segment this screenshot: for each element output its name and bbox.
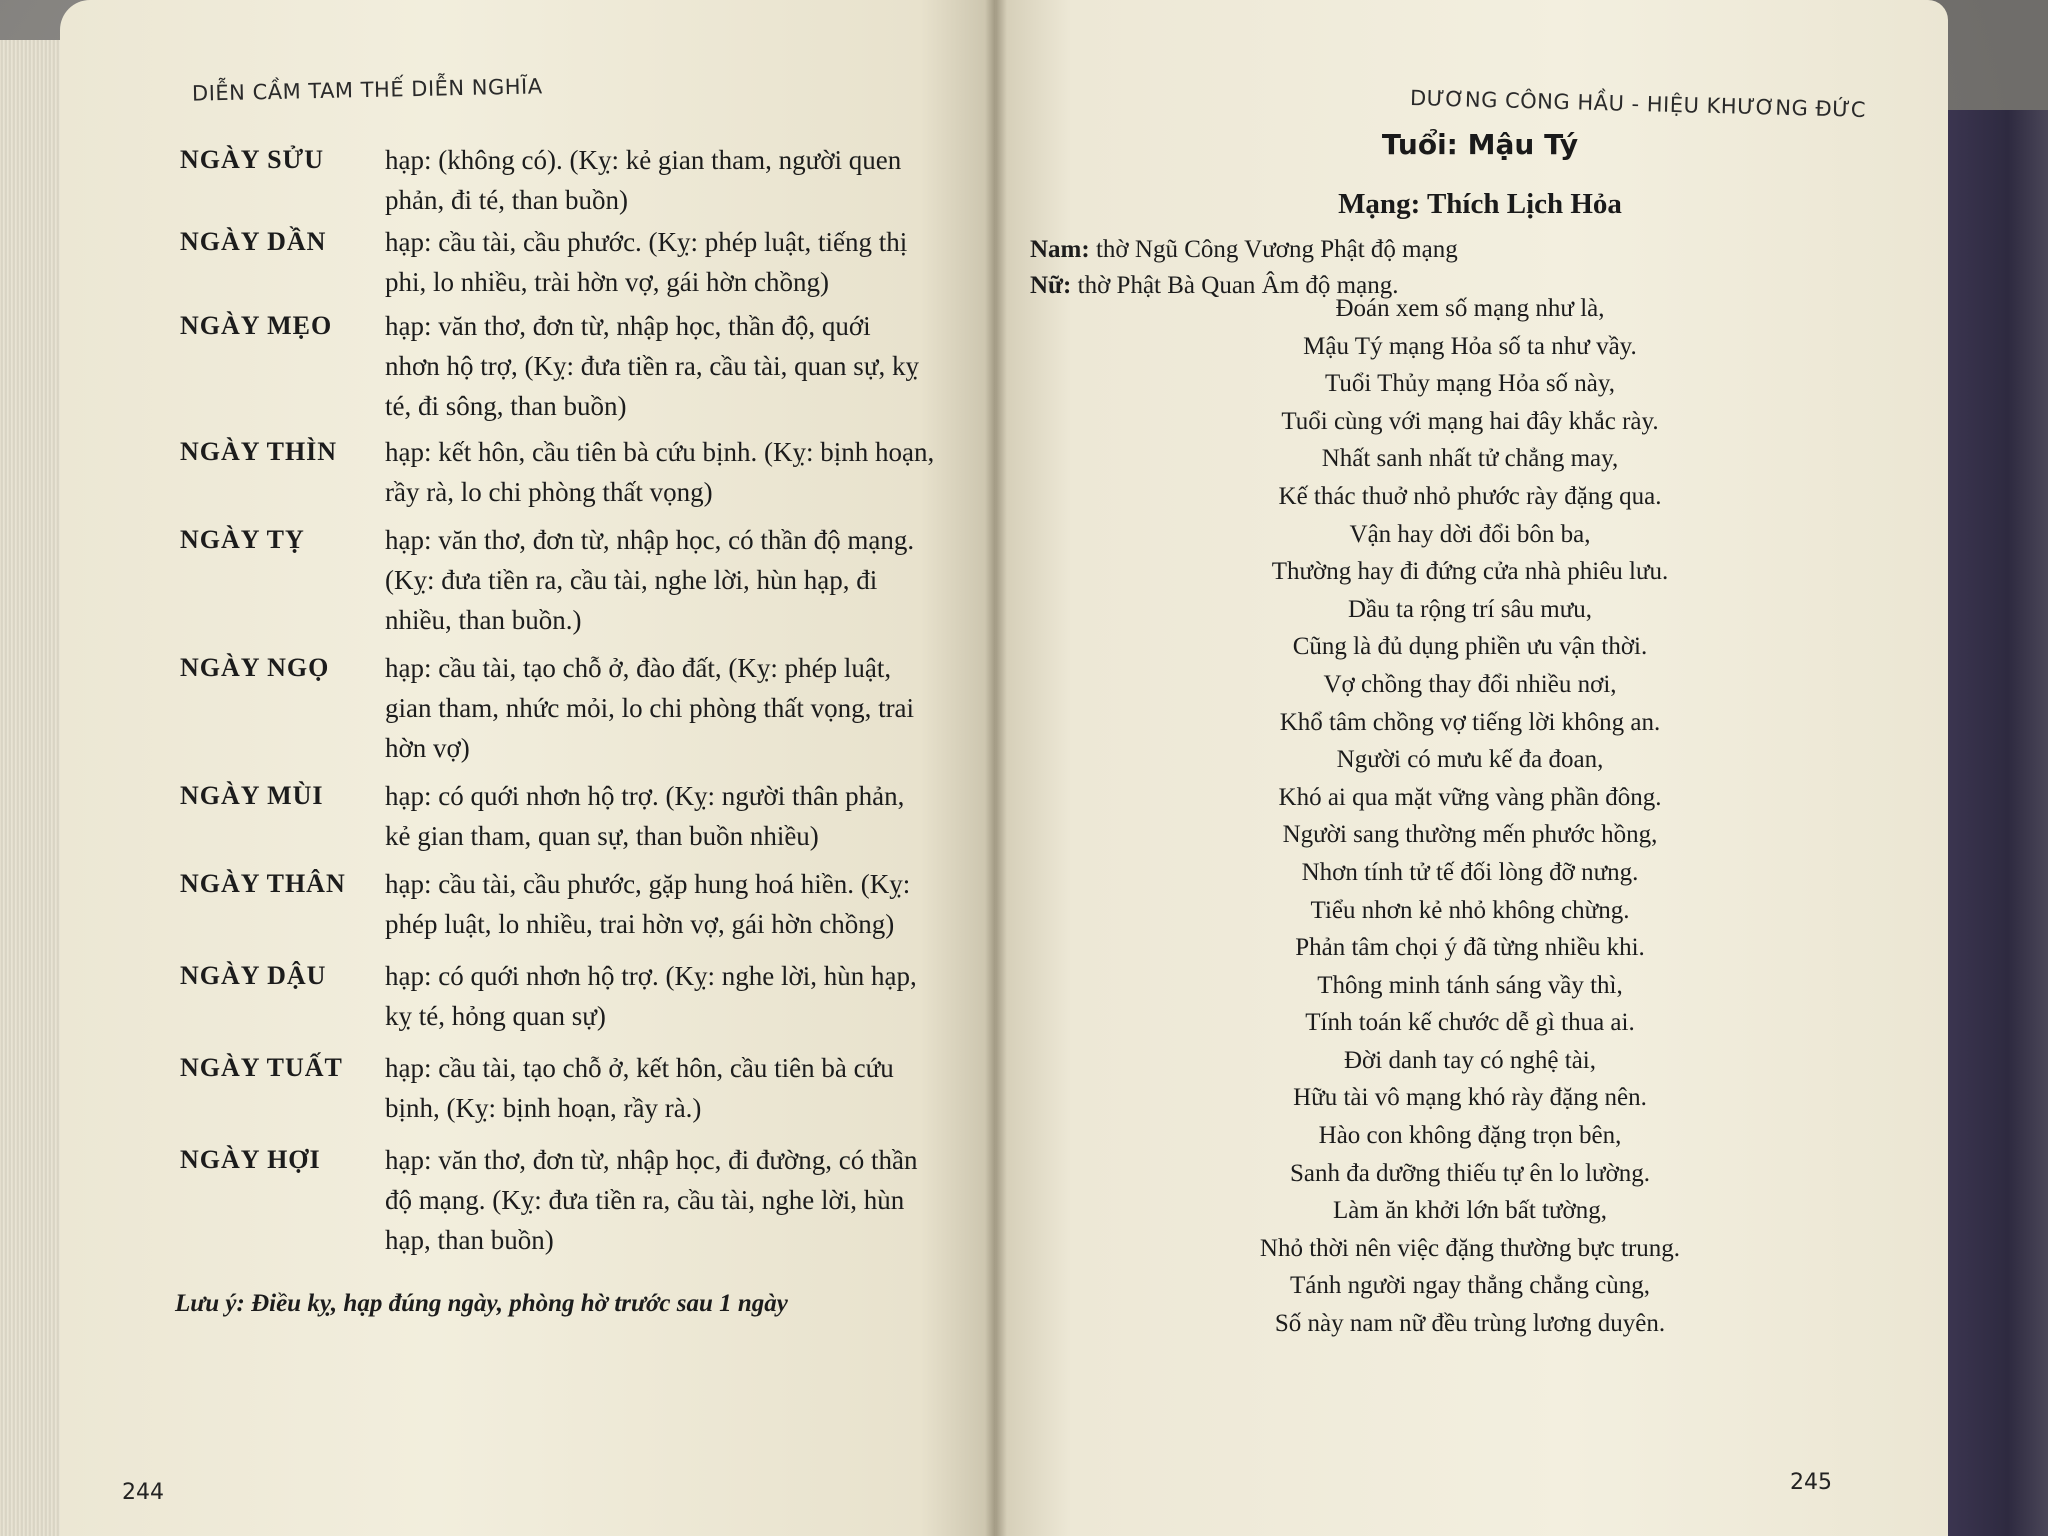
desc-line: phép luật, lo nhiều, trai hờn vợ, gái hờn chồng) — [385, 909, 895, 939]
day-entry-ty — [180, 520, 970, 640]
day-label: NGÀY TUẤT — [180, 1053, 343, 1082]
desc-line: hạp, than buồn) — [385, 1225, 554, 1255]
verse-line: Nhỏ thời nên việc đặng thường bực trung. — [1259, 1234, 1681, 1262]
verse-line: Tính toán kế chước dễ gì thua ai. — [1305, 1009, 1635, 1037]
desc-line: phản, đi té, than buồn) — [385, 185, 628, 215]
text-nam: thờ Ngũ Công Vương Phật độ mạng — [1089, 236, 1458, 263]
verse-line: Khó ai qua mặt vững vàng phần đông. — [1278, 783, 1662, 811]
day-entry-meo — [180, 306, 970, 426]
verse-line: Tiểu nhơn kẻ nhỏ không chừng. — [1310, 896, 1630, 924]
label-nam: Nam: — [1030, 236, 1090, 263]
desc-line: hạp: (không có). (Kỵ: kẻ gian tham, người quen — [385, 145, 902, 175]
desc-line: hạp: văn thơ, đơn từ, nhập học, thần độ, quới — [385, 311, 871, 341]
desc-line: rầy rà, lo chi phòng thất vọng) — [385, 477, 713, 507]
verse-line: Người sang thường mến phước hồng, — [1282, 821, 1658, 849]
desc-line: hờn vợ) — [385, 733, 470, 763]
day-description — [385, 956, 970, 1036]
desc-line: độ mạng. (Kỵ: đưa tiền ra, cầu tài, nghe lời, hùn — [385, 1185, 905, 1215]
verse-line: Nhất sanh nhất tử chẳng may, — [1321, 445, 1619, 473]
desc-line: hạp: cầu tài, cầu phước, gặp hung hoá hiền. (Kỵ: — [385, 869, 911, 899]
desc-line: hạp: có quới nhơn hộ trợ. (Kỵ: người thân phản, — [385, 781, 905, 811]
desc-line: hạp: cầu tài, cầu phước. (Kỵ: phép luật, tiếng thị — [385, 227, 908, 257]
verse-line: Hào con không đặng trọn bên, — [1318, 1122, 1622, 1150]
verse-line: Thông minh tánh sáng vầy thì, — [1317, 971, 1623, 999]
verse-line: Dầu ta rộng trí sâu mưu, — [1347, 595, 1593, 623]
right-running-head: DƯƠNG CÔNG HẦU - HIỆU KHƯƠNG ĐỨC — [1409, 86, 1867, 122]
day-entry-thin — [180, 432, 970, 512]
verse-line: Mậu Tý mạng Hỏa số ta như vầy. — [1303, 332, 1637, 360]
day-description — [385, 140, 970, 220]
poem — [1030, 290, 1910, 1343]
footnote: Lưu ý: Điều kỵ, hạp đúng ngày, phòng hờ trước sau 1 ngày — [175, 1290, 788, 1317]
desc-line: nhiều, than buồn.) — [385, 605, 582, 635]
verse-line: Đoán xem số mạng như là, — [1335, 295, 1605, 322]
day-entry-dau — [180, 956, 970, 1036]
day-label: NGÀY MÙI — [180, 781, 324, 810]
verse-line: Nhơn tính tử tế đối lòng đỡ nưng. — [1301, 858, 1639, 886]
verse-line: Kế thác thuở nhỏ phước rày đặng qua. — [1278, 482, 1662, 510]
desc-line: hạp: có quới nhơn hộ trợ. (Kỵ: nghe lời, hùn hạp, — [385, 961, 917, 991]
left-page-number: 244 — [122, 1480, 164, 1505]
verse-line: Vợ chồng thay đổi nhiều nơi, — [1323, 670, 1617, 698]
day-entry-dan — [180, 222, 970, 302]
day-label: NGÀY THÌN — [180, 437, 338, 466]
day-label: NGÀY HỢI — [180, 1145, 321, 1174]
verse-line: Tuổi Thủy mạng Hỏa số này, — [1324, 370, 1616, 398]
desc-line: hạp: văn thơ, đơn từ, nhập học, có thần độ mạng. — [385, 525, 915, 555]
day-entry-ngo — [180, 648, 970, 768]
day-description — [385, 1048, 970, 1128]
day-entry-tuat — [180, 1048, 970, 1128]
verse-line: Cũng là đủ dụng phiền ưu vận thời. — [1292, 633, 1648, 661]
desc-line: nhơn hộ trợ, (Kỵ: đưa tiền ra, cầu tài, quan sự, kỵ — [385, 351, 919, 381]
verse-line: Sanh đa dưỡng thiếu tự ên lo lường. — [1289, 1159, 1651, 1187]
day-description — [385, 520, 970, 640]
worship-male — [1030, 236, 1458, 264]
verse-line: Tánh người ngay thẳng chẳng cùng, — [1289, 1272, 1650, 1300]
day-label: NGÀY DẬU — [180, 961, 327, 990]
desc-line: kẻ gian tham, quan sự, than buồn nhiều) — [385, 821, 819, 851]
verse-line: Hữu tài vô mạng khó rày đặng nên. — [1293, 1084, 1647, 1112]
verse-line: Đời danh tay có nghệ tài, — [1343, 1046, 1597, 1074]
verse-line: Vận hay dời đổi bôn ba, — [1349, 520, 1591, 548]
page-title: Tuổi: Mậu Tý — [1381, 128, 1579, 161]
desc-line: té, đi sông, than buồn) — [385, 391, 627, 421]
left-running-head: DIỄN CẦM TAM THẾ DIỄN NGHĨA — [191, 74, 543, 106]
desc-line: (Kỵ: đưa tiền ra, cầu tài, nghe lời, hùn hạp, đi — [385, 565, 878, 595]
day-description — [385, 432, 970, 512]
day-description — [385, 776, 970, 856]
verse-line: Làm ăn khởi lớn bất tường, — [1333, 1197, 1607, 1225]
verse-line: Khổ tâm chồng vợ tiếng lời không an. — [1279, 708, 1661, 736]
desc-line: phi, lo nhiều, trài hờn vợ, gái hờn chồng) — [385, 267, 830, 297]
day-label: NGÀY NGỌ — [180, 653, 330, 682]
day-label: NGÀY SỬU — [180, 145, 325, 174]
page-subtitle: Mạng: Thích Lịch Hỏa — [1338, 188, 1622, 220]
desc-line: hạp: cầu tài, tạo chỗ ở, đào đất, (Kỵ: phép luật, — [385, 653, 892, 683]
right-page-number: 245 — [1790, 1470, 1832, 1495]
day-description — [385, 1140, 970, 1260]
book-cover-edge — [1948, 110, 2048, 1536]
verse-line: Số này nam nữ đều trùng lương duyên. — [1274, 1310, 1666, 1338]
day-entry-suu — [180, 140, 970, 220]
day-entry-hoi — [180, 1140, 970, 1260]
day-label: NGÀY MẸO — [180, 311, 333, 340]
verse-line: Thường hay đi đứng cửa nhà phiêu lưu. — [1271, 558, 1669, 586]
day-description — [385, 222, 970, 302]
day-description — [385, 648, 970, 768]
desc-line: hạp: văn thơ, đơn từ, nhập học, đi đường, có thần — [385, 1145, 918, 1175]
day-description — [385, 306, 970, 426]
desc-line: bịnh, (Kỵ: bịnh hoạn, rầy rà.) — [385, 1093, 702, 1123]
desc-line: hạp: kết hôn, cầu tiên bà cứu bịnh. (Kỵ: bịnh hoạn, — [385, 437, 935, 467]
day-label: NGÀY THÂN — [180, 869, 346, 898]
desc-line: kỵ té, hỏng quan sự) — [385, 1001, 606, 1031]
day-label: NGÀY TỴ — [180, 525, 305, 554]
desc-line: gian tham, nhức mỏi, lo chi phòng thất vọng, trai — [385, 693, 915, 723]
verse-line: Người có mưu kế đa đoan, — [1336, 746, 1604, 774]
verse-line: Phản tâm chọi ý đã từng nhiều khi. — [1295, 934, 1645, 962]
book-gutter — [985, 0, 1007, 1536]
label-nu: Nữ: — [1030, 272, 1072, 299]
day-entry-mui — [180, 776, 970, 856]
text-nu: thờ Phật Bà Quan Âm độ mạng. — [1071, 272, 1399, 299]
verse-line: Tuổi cùng với mạng hai đây khắc rày. — [1281, 407, 1659, 435]
day-label: NGÀY DẦN — [180, 227, 327, 256]
day-description — [385, 864, 970, 944]
desc-line: hạp: cầu tài, tạo chỗ ở, kết hôn, cầu tiên bà cứu — [385, 1053, 894, 1083]
day-entry-than — [180, 864, 970, 944]
